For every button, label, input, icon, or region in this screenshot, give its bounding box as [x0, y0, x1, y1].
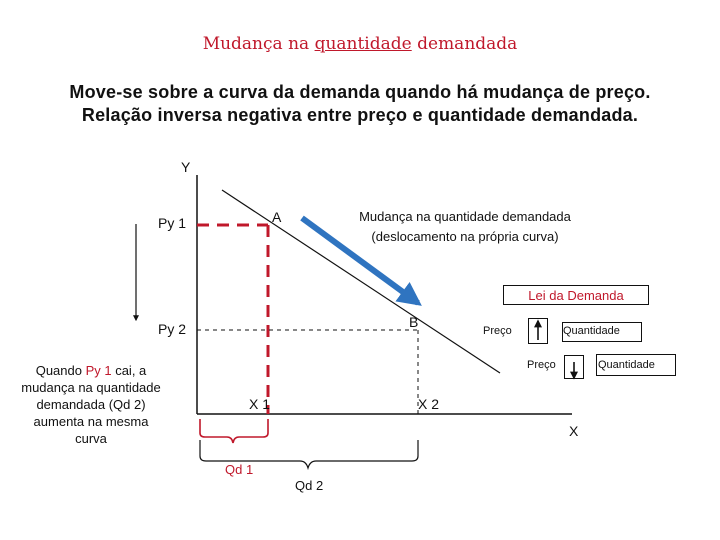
law-row1-arrow-box	[528, 318, 548, 344]
subtitle-line-2: Relação inversa negativa entre preço e quantidade demandada.	[81, 105, 639, 125]
qd1-label: Qd 1	[225, 462, 254, 477]
caption-line-1: Mudança na quantidade demandada	[359, 209, 571, 224]
left-note	[20, 362, 162, 447]
left-note-post: cai, a mudança na quantidade demandada (Qd 2) aumenta na mesma curva	[21, 363, 161, 446]
movement-caption	[315, 207, 615, 247]
left-note-highlight: Py 1	[85, 363, 112, 378]
law-row2-price: Preço	[527, 359, 556, 371]
title-part-2: demandada	[411, 34, 518, 54]
y-axis-label: Y	[181, 159, 191, 175]
x-axis-label: X	[569, 423, 579, 439]
x1-label: X 1	[249, 396, 271, 412]
subtitle-line-1: Move-se sobre a curva da demanda quando há mudança de preço.	[69, 82, 651, 102]
caption-line-2: (deslocamento na própria curva)	[371, 229, 559, 244]
title-underlined-word: quantidade	[314, 34, 412, 54]
law-row1-quantity: Quantidade	[563, 325, 620, 337]
law-row2-quantity: Quantidade	[598, 359, 655, 371]
title-part-1: Mudança na	[202, 34, 315, 54]
law-of-demand-box: Lei da Demanda	[503, 285, 649, 305]
law-row1-price: Preço	[483, 325, 512, 337]
py1-label: Py 1	[158, 215, 187, 231]
law-row2-quantity-box	[596, 354, 676, 376]
law-row2-arrow-box	[564, 355, 584, 379]
py2-label: Py 2	[158, 321, 187, 337]
left-note-pre: Quando	[35, 363, 86, 378]
x2-label: X 2	[418, 396, 440, 412]
law-row1-quantity-box	[562, 322, 642, 342]
qd1-brace	[200, 419, 268, 443]
point-a-label: A	[272, 209, 282, 225]
point-b-label: B	[409, 314, 419, 330]
qd2-label: Qd 2	[295, 478, 324, 493]
